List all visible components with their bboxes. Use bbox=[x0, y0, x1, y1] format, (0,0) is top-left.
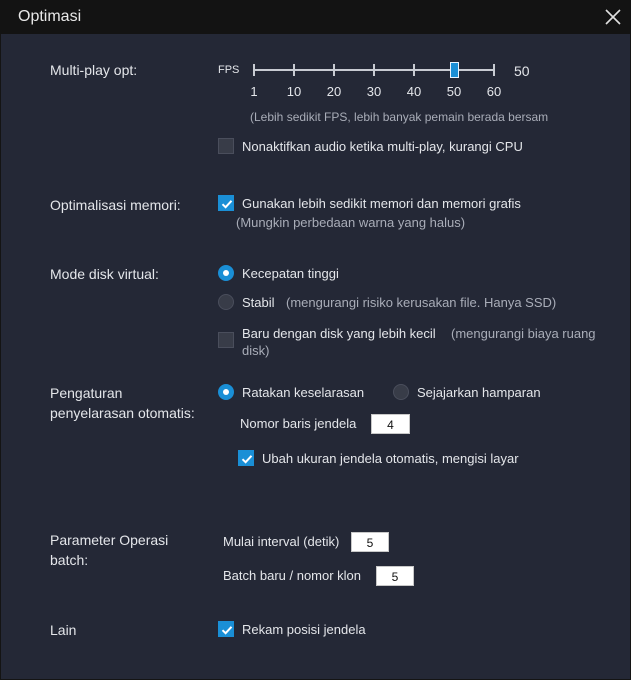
tick-label: 1 bbox=[250, 84, 258, 99]
interval-label: Mulai interval (detik) bbox=[223, 534, 340, 549]
slider-tick bbox=[413, 64, 415, 76]
rows-label: Nomor baris jendela bbox=[240, 416, 357, 431]
radio-button[interactable] bbox=[393, 384, 409, 400]
memory-hint: (Mungkin perbedaan warna yang halus) bbox=[236, 215, 466, 230]
tick-label: 20 bbox=[326, 84, 342, 99]
multiplay-label: Multi-play opt: bbox=[50, 62, 138, 78]
arrange-label-line1: Pengaturan bbox=[50, 385, 123, 401]
checkbox-hint-cont: disk) bbox=[242, 343, 270, 358]
check-icon bbox=[240, 452, 254, 466]
disk-label: Mode disk virtual: bbox=[50, 266, 159, 282]
checkbox-label[interactable]: Baru dengan disk yang lebih kecil bbox=[242, 326, 436, 341]
slider-tick bbox=[293, 64, 295, 76]
clone-input[interactable]: 5 bbox=[376, 566, 414, 586]
radio-label[interactable]: Sejajarkan hamparan bbox=[417, 385, 541, 400]
checkbox-box[interactable] bbox=[218, 138, 234, 154]
radio-label[interactable]: Kecepatan tinggi bbox=[242, 266, 339, 281]
title-bar bbox=[0, 0, 631, 34]
radio-hint: (mengurangi risiko kerusakan file. Hanya SSD) bbox=[286, 295, 557, 310]
checkbox-label[interactable]: Rekam posisi jendela bbox=[242, 622, 366, 637]
fps-value: 50 bbox=[514, 63, 530, 79]
radio-button[interactable] bbox=[218, 384, 234, 400]
tick-label: 40 bbox=[406, 84, 422, 99]
memory-label: Optimalisasi memori: bbox=[50, 197, 181, 213]
window-title: Optimasi bbox=[18, 8, 82, 25]
tick-label: 60 bbox=[486, 84, 502, 99]
fps-hint: (Lebih sedikit FPS, lebih banyak pemain berada bersam bbox=[250, 110, 549, 124]
slider-tick bbox=[253, 64, 255, 76]
check-icon bbox=[220, 197, 234, 211]
radio-label[interactable]: Stabil bbox=[242, 295, 275, 310]
tick-label: 30 bbox=[366, 84, 382, 99]
slider-tick bbox=[373, 64, 375, 76]
other-label: Lain bbox=[50, 622, 77, 638]
checkbox-hint: (mengurangi biaya ruang bbox=[451, 326, 596, 341]
close-icon[interactable] bbox=[604, 8, 622, 26]
checkbox-box[interactable] bbox=[218, 621, 234, 637]
check-icon bbox=[220, 623, 234, 637]
settings-panel bbox=[0, 34, 631, 680]
clone-label: Batch baru / nomor klon bbox=[223, 568, 362, 583]
checkbox-box[interactable] bbox=[218, 195, 234, 211]
tick-label: 10 bbox=[286, 84, 302, 99]
arrange-label-line2: penyelarasan otomatis: bbox=[50, 405, 195, 421]
radio-label[interactable]: Ratakan keselarasan bbox=[242, 385, 365, 400]
checkbox-box[interactable] bbox=[218, 332, 234, 348]
slider-handle[interactable] bbox=[450, 62, 459, 78]
fps-label: FPS bbox=[218, 64, 240, 76]
checkbox-label[interactable]: Gunakan lebih sedikit memori dan memori grafis bbox=[242, 196, 521, 211]
slider-tick bbox=[493, 64, 495, 76]
radio-button[interactable] bbox=[218, 265, 234, 281]
tick-label: 50 bbox=[446, 84, 462, 99]
checkbox-label[interactable]: Nonaktifkan audio ketika multi-play, kurangi CPU bbox=[242, 139, 523, 154]
checkbox-box[interactable] bbox=[238, 450, 254, 466]
rows-input[interactable]: 4 bbox=[371, 414, 410, 434]
radio-button[interactable] bbox=[218, 294, 234, 310]
batch-label-line1: Parameter Operasi bbox=[50, 532, 169, 548]
interval-input[interactable]: 5 bbox=[351, 532, 389, 552]
checkbox-label[interactable]: Ubah ukuran jendela otomatis, mengisi layar bbox=[262, 451, 519, 466]
slider-tick bbox=[333, 64, 335, 76]
batch-label-line2: batch: bbox=[50, 552, 89, 568]
